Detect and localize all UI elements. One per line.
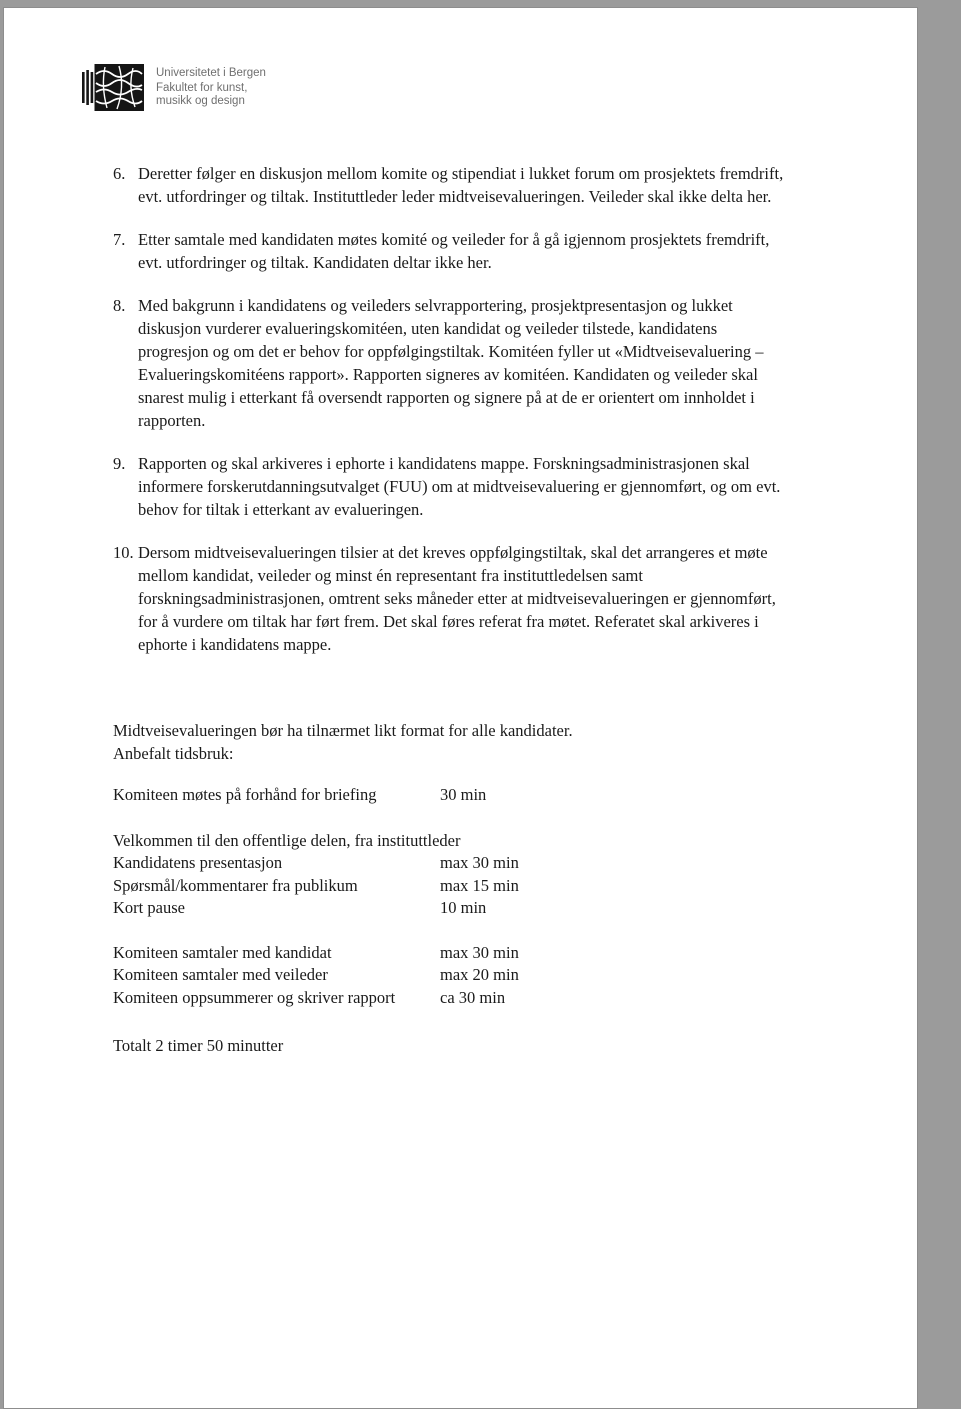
text-line: Anbefalt tidsbruk: bbox=[113, 744, 234, 763]
schedule-activity: Komiteen samtaler med kandidat bbox=[113, 943, 332, 962]
text-line: snarest mulig i etterkant få oversendt rapporten og signere på at de er orientert om innholdet i bbox=[138, 388, 755, 407]
schedule-activity: Kort pause bbox=[113, 898, 185, 918]
text-line: diskusjon vurderer evalueringskomitéen, uten kandidat og veileder tilstede, kandidatens bbox=[138, 319, 718, 338]
schedule-time: max 20 min bbox=[440, 965, 519, 985]
schedule-time: 10 min bbox=[440, 898, 487, 918]
schedule-time: 30 min bbox=[440, 785, 487, 804]
schedule-total: Totalt 2 timer 50 minutter bbox=[113, 1036, 284, 1055]
org-name: Universitetet i Bergen bbox=[156, 67, 266, 79]
text-line: behov for tiltak i etterkant av evalueringen. bbox=[138, 500, 424, 519]
schedule-public-group bbox=[113, 830, 853, 920]
list-item-7 bbox=[113, 228, 853, 274]
schedule-closed-group bbox=[113, 942, 853, 1009]
schedule-row bbox=[113, 897, 853, 919]
text-line: evt. utfordringer og tiltak. Kandidaten deltar ikke her. bbox=[138, 253, 492, 272]
schedule-row bbox=[113, 784, 853, 806]
schedule-activity: Kandidatens presentasjon bbox=[113, 853, 283, 873]
schedule-section-header: Velkommen til den offentlige delen, fra instituttleder bbox=[113, 831, 461, 850]
schedule-row bbox=[113, 942, 853, 964]
faculty-name-line2: musikk og design bbox=[156, 94, 245, 107]
text-line: Dersom midtveisevalueringen tilsier at det kreves oppfølgingstiltak, skal det arrangeres et møte bbox=[138, 543, 768, 562]
schedule-row bbox=[113, 987, 853, 1009]
schedule-activity: Komiteen møtes på forhånd for briefing bbox=[113, 785, 377, 804]
list-item-number: 7. bbox=[113, 230, 126, 249]
list-item-10 bbox=[113, 541, 853, 656]
schedule-row bbox=[113, 852, 853, 874]
text-line: Rapporten og skal arkiveres i ephorte i kandidatens mappe. Forskningsadministrasjonen skal bbox=[138, 454, 750, 473]
text-line: Midtveisevalueringen bør ha tilnærmet likt format for alle kandidater. bbox=[113, 721, 573, 740]
text-line: mellom kandidat, veileder og minst én representant fra instituttledelsen samt bbox=[138, 566, 643, 585]
text-line: evt. utfordringer og tiltak. Instituttleder leder midtveisevalueringen. Veileder skal ikke delta her. bbox=[138, 187, 772, 206]
schedule-row bbox=[113, 830, 853, 852]
text-line: ephorte i kandidatens mappe. bbox=[138, 635, 332, 654]
schedule-activity: Komiteen oppsummerer og skriver rapport bbox=[113, 987, 396, 1007]
text-line: informere forskerutdanningsutvalget (FUU) om at midtveisevaluering er gjennomført, og om evt. bbox=[138, 477, 781, 496]
schedule-briefing-group bbox=[113, 784, 853, 806]
schedule-time: max 15 min bbox=[440, 875, 519, 895]
text-line: progresjon og om det er behov for oppfølgingstiltak. Komitéen fyller ut «Midtveisevaluering – bbox=[138, 342, 764, 361]
text-line: Evalueringskomitéens rapport». Rapporten signeres av komitéen. Kandidaten og veileder skal bbox=[138, 365, 758, 384]
schedule-time: max 30 min bbox=[440, 943, 519, 962]
list-item-8 bbox=[113, 294, 853, 432]
list-item-number: 8. bbox=[113, 296, 126, 315]
text-line: rapporten. bbox=[138, 411, 206, 430]
list-item-9 bbox=[113, 452, 853, 521]
schedule-time: ca 30 min bbox=[440, 987, 506, 1007]
schedule-row bbox=[113, 875, 853, 897]
document-page bbox=[3, 7, 918, 1409]
text-line: for å vurdere om tiltak har ført frem. Det skal føres referat fra møtet. Referatet skal arkiveres i bbox=[138, 612, 759, 631]
schedule-activity: Spørsmål/kommentarer fra publikum bbox=[113, 875, 358, 895]
faculty-name-line1: Fakultet for kunst, bbox=[156, 82, 248, 94]
document-header bbox=[82, 64, 266, 111]
schedule-row bbox=[113, 964, 853, 986]
uib-logo-icon bbox=[82, 64, 144, 111]
list-item-6 bbox=[113, 162, 853, 208]
list-item-number: 10. bbox=[113, 543, 134, 562]
schedule-activity: Komiteen samtaler med veileder bbox=[113, 965, 328, 985]
text-line: Med bakgrunn i kandidatens og veileders selvrapportering, prosjektpresentasjon og lukket bbox=[138, 296, 733, 315]
text-line: Etter samtale med kandidaten møtes komité og veileder for å gå igjennom prosjektets fremdrift, bbox=[138, 230, 770, 249]
logo-text-block bbox=[156, 64, 266, 107]
list-item-number: 6. bbox=[113, 164, 126, 183]
schedule-time: max 30 min bbox=[440, 853, 519, 873]
text-line: Deretter følger en diskusjon mellom komite og stipendiat i lukket forum om prosjektets fremdrift, bbox=[138, 164, 784, 183]
text-line: forskningsadministrasjonen, omtrent seks måneder etter at midtveisevalueringen er gjennomført, bbox=[138, 589, 776, 608]
list-item-number: 9. bbox=[113, 454, 126, 473]
intro-paragraph bbox=[113, 719, 573, 765]
numbered-list bbox=[113, 162, 853, 676]
